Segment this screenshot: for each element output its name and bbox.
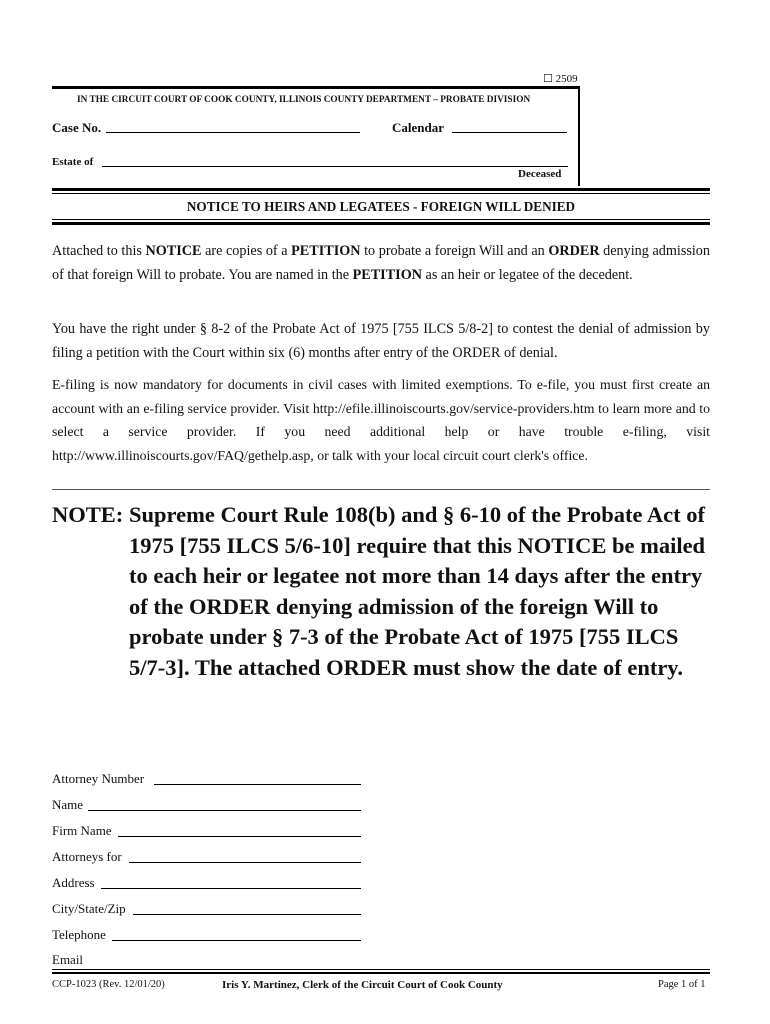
email-label: Email — [52, 952, 84, 967]
case-no-field[interactable] — [106, 132, 360, 133]
footer-form-id: CCP-1023 (Rev. 12/01/20) — [52, 979, 165, 990]
note-label: NOTE: — [52, 502, 124, 527]
footer-rule-1 — [52, 969, 710, 970]
paragraph-attached: Attached to this NOTICE are copies of a PETITION to probate a foreign Will and an ORDER denying admission of that foreign Will to probate. You are named in the PETITION as an heir or legatee of the decedent. — [52, 243, 710, 283]
title-bottom-rule-1 — [52, 219, 710, 220]
footer-page-number: Page 1 of 1 — [658, 979, 706, 990]
attorneys-for-field[interactable] — [129, 862, 361, 863]
estate-field[interactable] — [102, 166, 568, 167]
title-top-rule-1 — [52, 188, 710, 191]
header-right-rule — [578, 86, 580, 186]
city-state-zip-label: City/State/Zip — [52, 901, 126, 916]
name-label: Name — [52, 797, 84, 812]
name-field[interactable] — [88, 810, 361, 811]
address-field[interactable] — [101, 888, 361, 889]
header-top-rule — [52, 86, 580, 89]
estate-label: Estate of — [52, 156, 94, 168]
paragraph-right-to-contest: You have the right under § 8-2 of the Probate Act of 1975 [755 ILCS 5/8-2] to contest the denial of admission by filing a petition with the Court within six (6) months after entry of the ORDER of denial. — [52, 321, 710, 361]
calendar-field[interactable] — [452, 132, 567, 133]
title-bottom-rule-2 — [52, 222, 710, 225]
footer-rule-2 — [52, 972, 710, 974]
firm-name-label: Firm Name — [52, 823, 112, 838]
deceased-label: Deceased — [518, 168, 562, 180]
attorneys-for-label: Attorneys for — [52, 849, 122, 864]
court-title: IN THE CIRCUIT COURT OF COOK COUNTY, ILLINOIS COUNTY DEPARTMENT – PROBATE DIVISION — [77, 95, 531, 105]
form-code: ☐ 2509 — [543, 73, 578, 85]
telephone-label: Telephone — [52, 927, 106, 942]
note-block — [52, 500, 717, 684]
calendar-label: Calendar — [392, 120, 444, 135]
address-label: Address — [52, 875, 95, 890]
attorney-number-field[interactable] — [154, 784, 361, 785]
case-no-label: Case No. — [52, 120, 102, 135]
attorney-number-label: Attorney Number — [52, 771, 145, 786]
footer-clerk: Iris Y. Martinez, Clerk of the Circuit Court of Cook County — [222, 979, 503, 991]
note-separator-rule — [52, 489, 710, 490]
document-title: NOTICE TO HEIRS AND LEGATEES - FOREIGN WILL DENIED — [186, 199, 576, 214]
telephone-field[interactable] — [112, 940, 361, 941]
city-state-zip-field[interactable] — [133, 914, 361, 915]
paragraph-efiling: E-filing is now mandatory for documents in civil cases with limited exemptions. To e-file, you must first create an account with an e-filing service provider. Visit http://efile.illinoiscourts.gov/service-providers.htm to learn more and to select a service provider. If you need additional help or have trouble e-filing, visit http://www.illinoiscourts.gov/FAQ/gethelp.asp, or talk with your local circuit court clerk's office. — [52, 377, 710, 463]
title-top-rule-2 — [52, 193, 710, 194]
firm-name-field[interactable] — [118, 836, 361, 837]
note-text: Supreme Court Rule 108(b) and § 6-10 of the Probate Act of 1975 [755 ILCS 5/6-10] require that this NOTICE be mailed to each heir or legatee not more than 14 days after the entry of the ORDER denying admission of the foreign Will to probate under § 7-3 of the Probate Act of 1975 [755 ILCS 5/7-3]. The attached ORDER must show the date of entry. — [129, 502, 706, 680]
